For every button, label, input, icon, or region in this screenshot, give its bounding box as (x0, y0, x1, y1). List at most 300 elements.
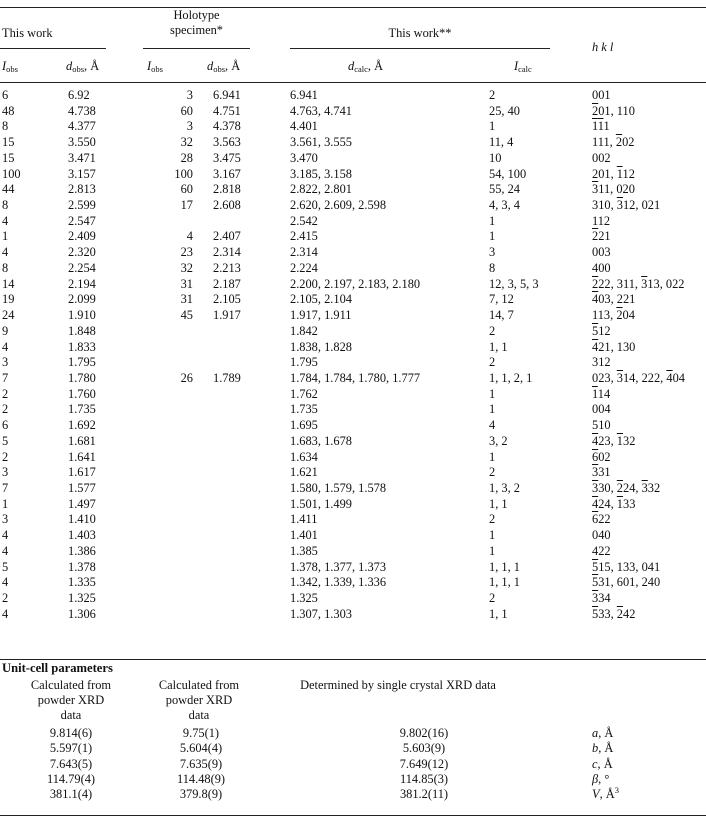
cell-hkl: 510 (592, 418, 611, 433)
cell-i-calc: 1 (489, 386, 496, 401)
table-row (0, 434, 706, 450)
cell-d-obs: 1.760 (68, 386, 96, 401)
table-row (0, 277, 706, 293)
cell-holotype-d-obs: 2.187 (213, 276, 241, 291)
cell-hkl: 512 (592, 323, 611, 338)
cell-i-obs: 4 (2, 213, 9, 228)
cell-d-obs: 1.410 (68, 512, 96, 527)
cell-holotype-i-obs: 60 (180, 182, 193, 197)
cell-i-calc: 1, 3, 2 (489, 480, 520, 495)
cell-i-calc: 4 (489, 418, 496, 433)
overlined-digit: 4 (592, 496, 599, 511)
cell-i-calc: 8 (489, 260, 496, 275)
cell-i-calc: 1, 1 (489, 606, 508, 621)
d-unit: , Å (367, 59, 384, 73)
cell-i-calc: 1 (489, 402, 496, 417)
cell-i-calc: 1 (489, 229, 496, 244)
table-row (0, 119, 706, 135)
ucp-holotype-value: 7.635(9) (179, 756, 223, 771)
cell-hkl: 111, 202 (592, 135, 635, 150)
cell-hkl: 533, 242 (592, 606, 636, 621)
cell-holotype-i-obs: 32 (180, 135, 193, 150)
cell-d-obs: 1.386 (68, 543, 96, 558)
ucp-parameter-label (588, 757, 706, 772)
ucp-symbol: b (592, 741, 599, 756)
unit-cell-col3-header (268, 678, 528, 693)
table-row (0, 135, 706, 151)
unit-cell-row (0, 741, 706, 756)
cell-hkl: 312 (592, 355, 611, 370)
ucp-unit: , Å (599, 787, 615, 802)
cell-d-obs: 1.325 (68, 591, 96, 605)
cell-d-calc: 1.411 (290, 512, 318, 527)
cell-hkl: 331 (592, 465, 611, 480)
cell-hkl: 004 (592, 402, 611, 417)
cell-hkl: 531, 601, 240 (592, 575, 661, 590)
d-unit: , Å (84, 59, 100, 73)
cell-i-obs: 4 (2, 606, 9, 621)
cell-holotype-i-obs (147, 340, 207, 356)
table-row (0, 167, 706, 183)
cell-i-calc: 4, 3, 4 (489, 198, 520, 213)
cell-holotype-i-obs (147, 591, 207, 607)
ucp-symbol: V (592, 787, 600, 802)
cell-d-calc: 2.542 (290, 213, 318, 228)
ucp-parameter-label (588, 726, 706, 741)
cell-hkl: 111 (592, 119, 610, 134)
overlined-digit: 2 (592, 229, 599, 244)
overlined-digit: 4 (592, 292, 599, 307)
cell-i-obs: 4 (2, 245, 9, 260)
unit-cell-row (0, 772, 706, 787)
ucp-unit: , Å (598, 741, 614, 756)
cell-i-obs: 4 (2, 543, 9, 558)
cell-holotype-d-obs (207, 340, 290, 356)
cell-holotype-d-obs (207, 497, 290, 513)
cell-holotype-i-obs (147, 214, 207, 230)
cell-holotype-i-obs (147, 355, 207, 371)
table-row (0, 481, 706, 497)
cell-d-calc: 1.307, 1.303 (290, 606, 352, 621)
cell-i-obs: 8 (2, 119, 9, 134)
cell-hkl: 040 (592, 528, 611, 543)
cell-holotype-d-obs: 1.789 (213, 370, 241, 385)
cell-i-obs: 8 (2, 260, 9, 275)
cell-holotype-d-obs: 1.917 (213, 308, 241, 323)
cell-hkl: 423, 132 (592, 433, 636, 448)
cell-i-calc: 7, 12 (489, 292, 514, 307)
unit-cell-col3-line: Determined by single crystal XRD data (300, 678, 496, 692)
cell-i-obs: 15 (2, 150, 15, 165)
overlined-digit: 6 (592, 512, 599, 527)
cell-d-obs: 2.194 (68, 276, 96, 291)
ucp-powder-value: 9.814(6) (49, 726, 93, 740)
cell-holotype-i-obs (147, 512, 207, 528)
cell-holotype-i-obs: 100 (174, 166, 193, 181)
cell-d-calc: 1.784, 1.784, 1.780, 1.777 (290, 370, 421, 385)
ucp-single-crystal-value: 114.85(3) (399, 771, 449, 786)
table-row (0, 355, 706, 371)
overlined-digit: 5 (592, 323, 599, 338)
ucp-holotype-value: 9.75(1) (182, 726, 220, 740)
table-row (0, 308, 706, 324)
cell-holotype-d-obs (207, 418, 290, 434)
cell-i-obs: 3 (2, 465, 9, 480)
cell-d-obs: 1.833 (68, 339, 96, 354)
cell-i-obs: 1 (2, 229, 9, 244)
table-row (0, 245, 706, 261)
unit-cell-title: Unit-cell parameters (2, 661, 113, 675)
cell-i-calc: 1 (489, 213, 496, 228)
cell-holotype-i-obs (147, 607, 207, 623)
cell-holotype-i-obs (147, 497, 207, 513)
calc-subscript: calc (518, 64, 532, 74)
cell-i-obs: 3 (2, 355, 9, 370)
cell-holotype-i-obs: 3 (186, 119, 193, 134)
cell-d-calc: 3.185, 3.158 (290, 166, 352, 181)
cell-i-obs: 2 (2, 591, 9, 605)
cell-holotype-i-obs (147, 402, 207, 418)
ucp-powder-value: 114.79(4) (46, 771, 96, 786)
cell-d-calc: 1.385 (290, 543, 318, 558)
cell-hkl: 400 (592, 260, 611, 275)
cell-holotype-d-obs (207, 481, 290, 497)
cell-holotype-d-obs (207, 512, 290, 528)
table-row (0, 261, 706, 277)
cell-i-obs: 5 (2, 559, 9, 574)
cell-d-obs: 2.813 (68, 182, 96, 197)
table-row (0, 214, 706, 230)
ucp-unit: , Å (598, 726, 614, 740)
top-rule (0, 7, 706, 8)
overlined-digit: 5 (592, 559, 599, 574)
cell-i-obs: 2 (2, 386, 9, 401)
ucp-symbol: a (592, 726, 599, 740)
unit-cell-col1-line: powder XRD (37, 693, 105, 707)
cell-i-calc: 12, 3, 5, 3 (489, 276, 539, 291)
ucp-holotype-value: 114.48(9) (176, 771, 226, 786)
unit-cell-row (0, 726, 706, 741)
overlined-digit: 3 (592, 182, 599, 197)
table-row (0, 528, 706, 544)
cell-i-calc: 2 (489, 355, 496, 370)
cell-holotype-d-obs (207, 560, 290, 576)
overlined-digit: 4 (592, 433, 599, 448)
holotype-underline (143, 48, 250, 49)
table-row (0, 324, 706, 340)
cell-i-obs: 6 (2, 88, 9, 102)
cell-d-calc: 2.822, 2.801 (290, 182, 352, 197)
cell-hkl: 221 (592, 229, 611, 244)
unit-cell-col2-line: Calculated from (158, 678, 240, 692)
overlined-digit: 1 (616, 496, 623, 511)
unit-cell-body (0, 726, 706, 802)
unit-cell-col1-line: Calculated from (30, 678, 112, 692)
cell-d-obs: 1.577 (68, 480, 96, 495)
cell-i-obs: 2 (2, 449, 9, 464)
cell-holotype-d-obs (207, 402, 290, 418)
cell-hkl: 201, 110 (592, 103, 635, 118)
table-row (0, 88, 706, 104)
cell-hkl: 001 (592, 88, 611, 102)
header-hkl-text: h k l (592, 40, 614, 54)
cell-d-calc: 2.224 (290, 260, 318, 275)
table-row (0, 292, 706, 308)
ucp-parameter-label (588, 787, 706, 802)
cell-hkl: 113, 204 (592, 308, 635, 323)
cell-holotype-d-obs (207, 575, 290, 591)
cell-i-calc: 25, 40 (489, 103, 520, 118)
overlined-digit: 2 (616, 480, 623, 495)
table-row (0, 497, 706, 513)
cell-holotype-i-obs (147, 481, 207, 497)
cell-holotype-d-obs (207, 450, 290, 466)
cell-holotype-d-obs (207, 528, 290, 544)
overlined-digit: 3 (592, 591, 599, 605)
unit-cell-col2-header (140, 678, 258, 723)
cell-d-obs: 1.378 (68, 559, 96, 574)
cell-d-calc: 1.621 (290, 465, 318, 480)
cell-holotype-i-obs: 32 (180, 260, 193, 275)
header-d-calc: $d_{calc}$, Å (348, 59, 384, 74)
unit-cell-col2-line: powder XRD (165, 693, 233, 707)
overlined-digit: 3 (641, 480, 648, 495)
header-this-work: This work (2, 26, 53, 40)
ucp-single-crystal-value: 5.603(9) (402, 741, 446, 756)
cell-d-calc: 1.401 (290, 528, 318, 543)
header-i-obs: $I_{obs}$ (2, 59, 18, 74)
cell-holotype-d-obs: 2.407 (213, 229, 241, 244)
overlined-digit: 2 (592, 103, 599, 118)
cell-i-obs: 9 (2, 323, 9, 338)
cell-holotype-d-obs: 2.818 (213, 182, 241, 197)
cell-holotype-d-obs: 3.563 (213, 135, 241, 150)
cell-i-calc: 1 (489, 449, 496, 464)
cell-d-obs: 2.320 (68, 245, 96, 260)
cell-holotype-i-obs: 26 (180, 370, 193, 385)
cell-holotype-d-obs: 2.105 (213, 292, 241, 307)
unit-cell-row (0, 757, 706, 772)
cell-i-obs: 14 (2, 276, 15, 291)
cell-hkl: 310, 312, 021 (592, 198, 661, 213)
cell-d-calc: 1.683, 1.678 (290, 433, 352, 448)
unit-cell-table (0, 726, 706, 802)
obs-subscript: obs (72, 64, 85, 74)
cell-holotype-i-obs: 31 (180, 276, 193, 291)
ucp-single-crystal-value: 381.2(11) (399, 787, 449, 802)
cell-d-calc: 1.735 (290, 402, 318, 417)
cell-d-calc: 1.580, 1.579, 1.578 (290, 480, 387, 495)
cell-d-calc: 1.917, 1.911 (290, 308, 352, 323)
cell-i-calc: 3, 2 (489, 433, 508, 448)
cell-holotype-i-obs (147, 528, 207, 544)
cell-holotype-i-obs (147, 544, 207, 560)
cell-holotype-d-obs (207, 544, 290, 560)
table-row (0, 371, 706, 387)
diffraction-data-table (0, 88, 706, 622)
cell-hkl: 622 (592, 512, 611, 527)
calc-subscript: calc (354, 64, 368, 74)
overlined-digit: 6 (592, 449, 599, 464)
cell-d-obs: 2.099 (68, 292, 96, 307)
cell-hkl: 112 (592, 213, 611, 228)
cell-i-calc: 1 (489, 528, 496, 543)
cell-hkl: 222, 311, 313, 022 (592, 276, 685, 291)
cell-d-calc: 2.314 (290, 245, 318, 260)
cell-hkl: 602 (592, 449, 611, 464)
cell-i-calc: 2 (489, 512, 496, 527)
table-row (0, 387, 706, 403)
cell-d-calc: 1.838, 1.828 (290, 339, 352, 354)
overlined-digit: 2 (616, 606, 623, 621)
table-row (0, 560, 706, 576)
cell-i-obs: 6 (2, 418, 9, 433)
ucp-parameter-label (588, 772, 706, 787)
cell-holotype-d-obs (207, 214, 290, 230)
cell-i-calc: 1, 1, 1 (489, 575, 520, 590)
cell-holotype-i-obs: 4 (186, 229, 193, 244)
overlined-digit: 3 (592, 465, 599, 480)
ucp-symbol: c (592, 756, 598, 771)
cell-d-obs: 3.550 (68, 135, 96, 150)
cell-i-calc: 55, 24 (489, 182, 520, 197)
cell-i-obs: 15 (2, 135, 15, 150)
cell-d-calc: 2.200, 2.197, 2.183, 2.180 (290, 276, 421, 291)
cell-i-obs: 3 (2, 512, 9, 527)
ucp-powder-value: 5.597(1) (49, 741, 93, 756)
header-specimen: specimen* (170, 23, 223, 37)
cell-holotype-d-obs (207, 465, 290, 481)
cell-holotype-d-obs: 2.608 (213, 198, 241, 213)
cell-hkl: 002 (592, 150, 611, 165)
ucp-symbol: β (592, 771, 599, 786)
cell-holotype-d-obs: 4.751 (213, 103, 241, 118)
cell-d-calc: 2.620, 2.609, 2.598 (290, 198, 387, 213)
cell-i-calc: 1, 1, 2, 1 (489, 370, 533, 385)
ucp-unit-superscript: 3 (614, 785, 619, 796)
cell-holotype-i-obs (147, 575, 207, 591)
cell-d-obs: 1.795 (68, 355, 96, 370)
cell-holotype-d-obs (207, 355, 290, 371)
cell-hkl: 422 (592, 543, 611, 558)
table-row (0, 607, 706, 623)
cell-i-calc: 2 (489, 465, 496, 480)
table-row (0, 591, 706, 607)
ucp-single-crystal-value: 7.649(12) (399, 756, 449, 771)
cell-d-obs: 1.403 (68, 528, 96, 543)
cell-d-obs: 1.910 (68, 308, 96, 323)
cell-holotype-i-obs (147, 434, 207, 450)
cell-i-calc: 54, 100 (489, 166, 527, 181)
cell-i-obs: 8 (2, 198, 9, 213)
cell-d-obs: 2.547 (68, 213, 96, 228)
overlined-digit: 5 (592, 575, 599, 590)
cell-holotype-d-obs (207, 607, 290, 623)
cell-hkl: 421, 130 (592, 339, 636, 354)
cell-i-obs: 44 (2, 182, 15, 197)
cell-i-obs: 48 (2, 103, 15, 118)
cell-hkl: 003 (592, 245, 611, 260)
cell-hkl: 334 (592, 591, 611, 605)
ucp-single-crystal-value: 9.802(16) (399, 726, 449, 740)
cell-i-obs: 24 (2, 308, 15, 323)
cell-d-obs: 2.409 (68, 229, 96, 244)
table-row (0, 151, 706, 167)
cell-d-obs: 3.157 (68, 166, 96, 181)
cell-d-calc: 1.634 (290, 449, 318, 464)
header-d-obs: $d_{obs}$, Å (66, 59, 100, 74)
overlined-digit: 1 (616, 166, 623, 181)
cell-holotype-i-obs (147, 560, 207, 576)
cell-i-calc: 2 (489, 591, 496, 605)
cell-i-obs: 7 (2, 480, 9, 495)
overlined-digit: 4 (592, 339, 599, 354)
this-work-underline (0, 48, 106, 49)
cell-d-obs: 1.692 (68, 418, 96, 433)
cell-d-calc: 3.470 (290, 150, 318, 165)
cell-i-obs: 100 (2, 166, 21, 181)
cell-d-calc: 1.762 (290, 386, 318, 401)
cell-i-calc: 11, 4 (489, 135, 514, 150)
cell-d-calc: 2.105, 2.104 (290, 292, 352, 307)
cell-d-obs: 1.780 (68, 370, 96, 385)
header-holotype-i-obs: $I_{obs}$ (147, 59, 163, 74)
table-row (0, 402, 706, 418)
table-row (0, 418, 706, 434)
cell-i-obs: 2 (2, 402, 9, 417)
overlined-digit: 1 (592, 386, 598, 401)
cell-d-obs: 4.738 (68, 103, 96, 118)
cell-i-calc: 1, 1 (489, 339, 508, 354)
cell-i-obs: 7 (2, 370, 9, 385)
overlined-digit: 1 (616, 433, 623, 448)
cell-holotype-i-obs: 23 (180, 245, 193, 260)
cell-d-calc: 1.795 (290, 355, 318, 370)
cell-hkl: 424, 133 (592, 496, 636, 511)
cell-hkl: 023, 314, 222, 404 (592, 370, 685, 385)
cell-i-calc: 1 (489, 543, 496, 558)
unit-cell-col1-header (0, 678, 142, 723)
cell-holotype-i-obs: 3 (186, 88, 193, 102)
cell-i-calc: 1, 1, 1 (489, 559, 520, 574)
cell-d-calc: 1.342, 1.339, 1.336 (290, 575, 387, 590)
header-this-work-2: This work** (388, 26, 452, 40)
cell-holotype-d-obs: 4.378 (213, 119, 241, 134)
ucp-parameter-label (588, 741, 706, 756)
cell-i-obs: 19 (2, 292, 15, 307)
cell-d-calc: 4.401 (290, 119, 318, 134)
cell-holotype-i-obs (147, 465, 207, 481)
table-row (0, 575, 706, 591)
cell-hkl: 330, 224, 332 (592, 480, 661, 495)
unit-cell-row (0, 787, 706, 802)
cell-d-obs: 1.735 (68, 402, 96, 417)
table-row (0, 229, 706, 245)
cell-hkl: 515, 133, 041 (592, 559, 661, 574)
overlined-digit: 3 (616, 370, 623, 385)
table-row (0, 104, 706, 120)
header-i-calc: $I_{calc}$ (514, 59, 532, 74)
obs-subscript: obs (151, 64, 163, 74)
cell-hkl: 403, 221 (592, 292, 636, 307)
overlined-digit: 4 (666, 370, 673, 385)
cell-d-obs: 1.641 (68, 449, 96, 464)
overlined-digit: 3 (616, 198, 623, 213)
cell-i-calc: 2 (489, 323, 496, 338)
cell-holotype-i-obs: 28 (180, 150, 193, 165)
unit-cell-col1-line: data (60, 708, 82, 722)
cell-holotype-i-obs (147, 387, 207, 403)
